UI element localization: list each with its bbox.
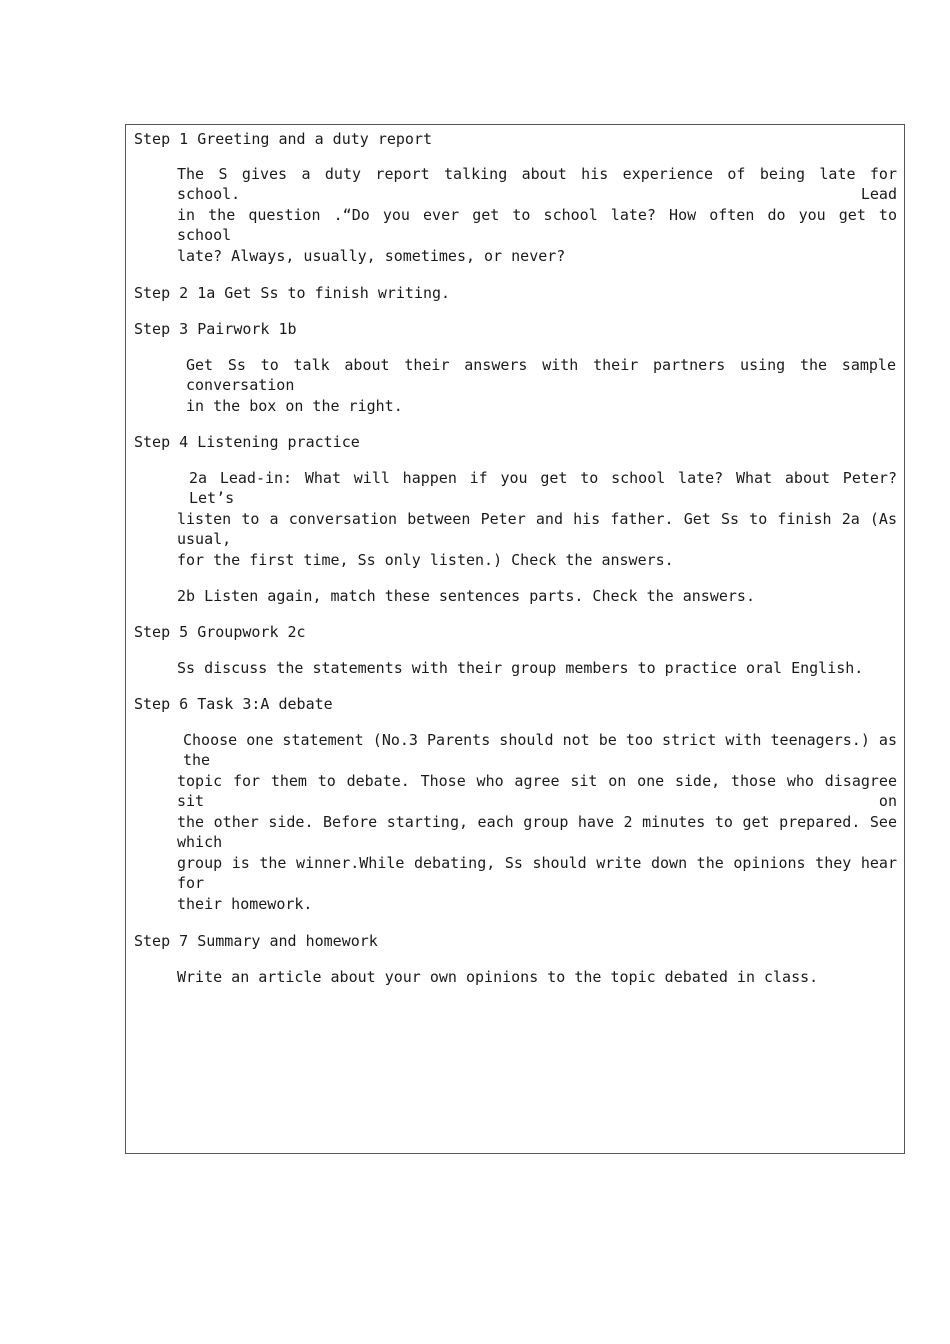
step-5-line-1: Ss discuss the statements with their group members to practice oral English. [177,659,864,677]
step-1-line-3: late? Always, usually, sometimes, or never? [177,247,566,265]
step-1-line-1: The S gives a duty report talking about his experience of being late for school. Lead [177,165,897,203]
step-6-line-3: the other side. Before starting, each group have 2 minutes to get prepared. See which [177,813,897,851]
step-4-heading: Step 4 Listening practice [134,433,360,451]
step-3-line-1: Get Ss to talk about their answers with their partners using the sample conversation [186,356,896,394]
step-4-line-3: for the first time, Ss only listen.) Check the answers. [177,551,674,569]
step-6-line-4: group is the winner.While debating, Ss should write down the opinions they hear for [177,854,897,892]
step-6-line-5: their homework. [177,895,313,913]
step-6-line-1: Choose one statement (No.3 Parents should not be too strict with teenagers.) as the [183,731,897,769]
step-1-line-2: in the question .“Do you ever get to school late? How often do you get to school [177,206,897,244]
step-4-line-1: 2a Lead-in: What will happen if you get to school late? What about Peter? Let’s [189,469,897,507]
step-3-line-2: in the box on the right. [186,397,403,415]
step-5-heading: Step 5 Groupwork 2c [134,623,306,641]
step-2-heading: Step 2 1a Get Ss to finish writing. [134,284,451,302]
step-1-heading: Step 1 Greeting and a duty report [134,130,433,148]
step-7-line-1: Write an article about your own opinions to the topic debated in class. [177,968,819,986]
step-7-heading: Step 7 Summary and homework [134,932,378,950]
step-4-line-2: listen to a conversation between Peter and his father. Get Ss to finish 2a (As usual, [177,510,897,548]
step-6-line-2: topic for them to debate. Those who agree sit on one side, those who disagree sit on [177,772,897,810]
step-3-heading: Step 3 Pairwork 1b [134,320,297,338]
step-4-line-4: 2b Listen again, match these sentences parts. Check the answers. [177,587,755,605]
step-6-heading: Step 6 Task 3:A debate [134,695,333,713]
